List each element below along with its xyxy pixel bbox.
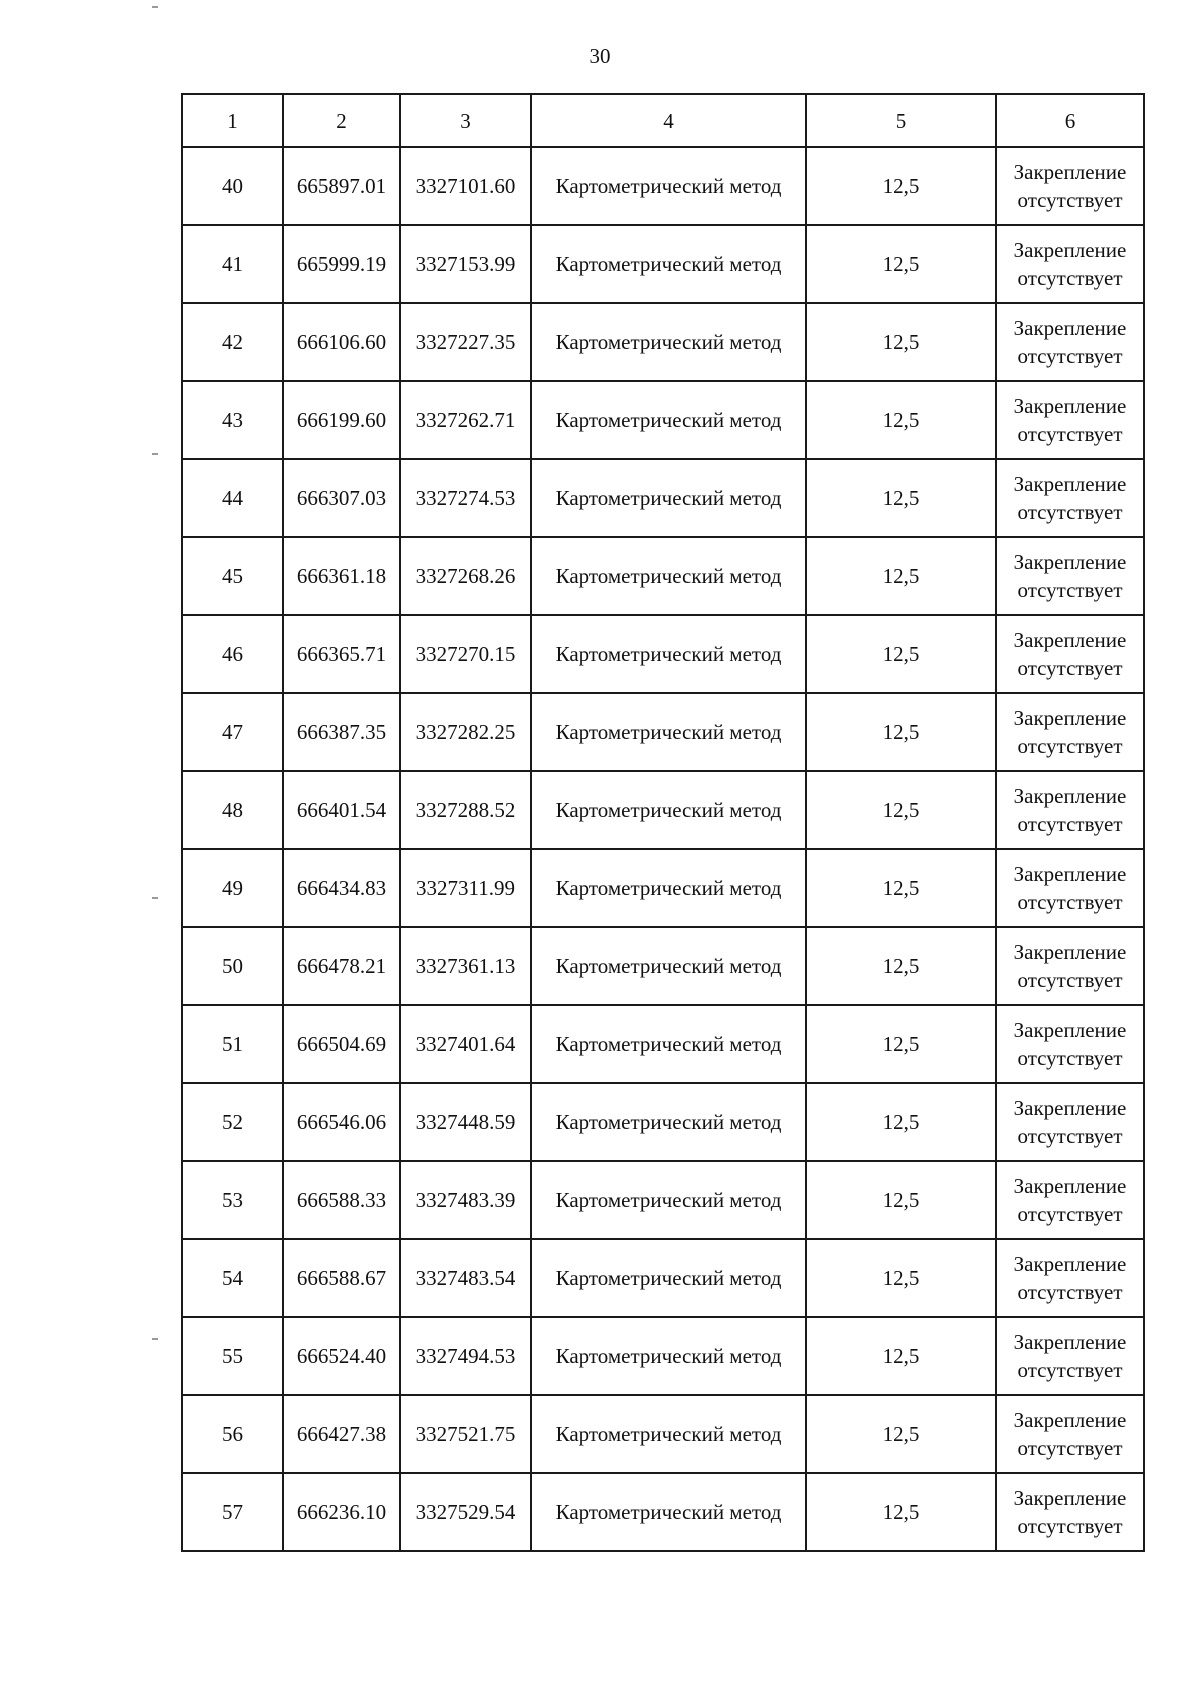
- coordinate-y-cell: 3327401.64: [400, 1005, 531, 1083]
- method-cell: Картометрический метод: [531, 303, 806, 381]
- table-body: [182, 147, 1144, 1551]
- method-cell: Картометрический метод: [531, 537, 806, 615]
- point-number-cell: 52: [182, 1083, 283, 1161]
- coordinate-y-cell: 3327521.75: [400, 1395, 531, 1473]
- method-cell: Картометрический метод: [531, 927, 806, 1005]
- accuracy-cell: 12,5: [806, 381, 996, 459]
- coordinate-x-cell: 666401.54: [283, 771, 400, 849]
- coordinate-y-cell: 3327483.54: [400, 1239, 531, 1317]
- method-cell: Картометрический метод: [531, 1161, 806, 1239]
- fixation-cell: Закрепление отсутствует: [996, 1473, 1144, 1551]
- point-number-cell: 56: [182, 1395, 283, 1473]
- coordinate-x-cell: 666427.38: [283, 1395, 400, 1473]
- fixation-cell: Закрепление отсутствует: [996, 693, 1144, 771]
- coordinate-y-cell: 3327153.99: [400, 225, 531, 303]
- coordinate-x-cell: 666588.67: [283, 1239, 400, 1317]
- coordinate-y-cell: 3327274.53: [400, 459, 531, 537]
- accuracy-cell: 12,5: [806, 537, 996, 615]
- fixation-cell: Закрепление отсутствует: [996, 1083, 1144, 1161]
- header-cell: 5: [806, 94, 996, 147]
- table-row: [182, 1317, 1144, 1395]
- method-cell: Картометрический метод: [531, 693, 806, 771]
- table-row: [182, 537, 1144, 615]
- coordinate-x-cell: 666106.60: [283, 303, 400, 381]
- coordinate-y-cell: 3327361.13: [400, 927, 531, 1005]
- fixation-cell: Закрепление отсутствует: [996, 927, 1144, 1005]
- coordinate-y-cell: 3327282.25: [400, 693, 531, 771]
- table-row: [182, 303, 1144, 381]
- coordinates-table: [181, 93, 1145, 1552]
- accuracy-cell: 12,5: [806, 927, 996, 1005]
- header-cell: 4: [531, 94, 806, 147]
- scan-mark: [152, 6, 158, 8]
- fixation-cell: Закрепление отсутствует: [996, 147, 1144, 225]
- coordinate-x-cell: 665999.19: [283, 225, 400, 303]
- coordinate-x-cell: 666478.21: [283, 927, 400, 1005]
- point-number-cell: 41: [182, 225, 283, 303]
- coordinate-y-cell: 3327268.26: [400, 537, 531, 615]
- fixation-cell: Закрепление отсутствует: [996, 1317, 1144, 1395]
- point-number-cell: 53: [182, 1161, 283, 1239]
- fixation-cell: Закрепление отсутствует: [996, 303, 1144, 381]
- table-header-row: [182, 94, 1144, 147]
- coordinate-x-cell: 666307.03: [283, 459, 400, 537]
- header-cell: 2: [283, 94, 400, 147]
- accuracy-cell: 12,5: [806, 615, 996, 693]
- point-number-cell: 46: [182, 615, 283, 693]
- table-row: [182, 1473, 1144, 1551]
- point-number-cell: 42: [182, 303, 283, 381]
- table-row: [182, 849, 1144, 927]
- accuracy-cell: 12,5: [806, 1005, 996, 1083]
- table-row: [182, 1161, 1144, 1239]
- accuracy-cell: 12,5: [806, 1083, 996, 1161]
- point-number-cell: 51: [182, 1005, 283, 1083]
- fixation-cell: Закрепление отсутствует: [996, 537, 1144, 615]
- fixation-cell: Закрепление отсутствует: [996, 615, 1144, 693]
- accuracy-cell: 12,5: [806, 771, 996, 849]
- point-number-cell: 47: [182, 693, 283, 771]
- method-cell: Картометрический метод: [531, 1317, 806, 1395]
- method-cell: Картометрический метод: [531, 1005, 806, 1083]
- accuracy-cell: 12,5: [806, 303, 996, 381]
- point-number-cell: 57: [182, 1473, 283, 1551]
- point-number-cell: 40: [182, 147, 283, 225]
- accuracy-cell: 12,5: [806, 1395, 996, 1473]
- coordinate-x-cell: 666524.40: [283, 1317, 400, 1395]
- fixation-cell: Закрепление отсутствует: [996, 771, 1144, 849]
- coordinate-y-cell: 3327448.59: [400, 1083, 531, 1161]
- coordinate-y-cell: 3327483.39: [400, 1161, 531, 1239]
- table-row: [182, 1005, 1144, 1083]
- accuracy-cell: 12,5: [806, 147, 996, 225]
- table-row: [182, 381, 1144, 459]
- fixation-cell: Закрепление отсутствует: [996, 1239, 1144, 1317]
- fixation-cell: Закрепление отсутствует: [996, 1395, 1144, 1473]
- accuracy-cell: 12,5: [806, 849, 996, 927]
- point-number-cell: 50: [182, 927, 283, 1005]
- point-number-cell: 48: [182, 771, 283, 849]
- point-number-cell: 44: [182, 459, 283, 537]
- accuracy-cell: 12,5: [806, 1317, 996, 1395]
- coordinate-y-cell: 3327288.52: [400, 771, 531, 849]
- coordinate-y-cell: 3327529.54: [400, 1473, 531, 1551]
- method-cell: Картометрический метод: [531, 1239, 806, 1317]
- page-number: 30: [589, 44, 611, 68]
- method-cell: Картометрический метод: [531, 771, 806, 849]
- point-number-cell: 43: [182, 381, 283, 459]
- coordinate-x-cell: 666588.33: [283, 1161, 400, 1239]
- coordinate-y-cell: 3327101.60: [400, 147, 531, 225]
- table-row: [182, 771, 1144, 849]
- point-number-cell: 49: [182, 849, 283, 927]
- coordinate-x-cell: 666546.06: [283, 1083, 400, 1161]
- table-row: [182, 1395, 1144, 1473]
- accuracy-cell: 12,5: [806, 1161, 996, 1239]
- method-cell: Картометрический метод: [531, 459, 806, 537]
- method-cell: Картометрический метод: [531, 615, 806, 693]
- accuracy-cell: 12,5: [806, 225, 996, 303]
- method-cell: Картометрический метод: [531, 381, 806, 459]
- coordinate-y-cell: 3327494.53: [400, 1317, 531, 1395]
- coordinate-x-cell: 666504.69: [283, 1005, 400, 1083]
- coordinate-y-cell: 3327270.15: [400, 615, 531, 693]
- point-number-cell: 45: [182, 537, 283, 615]
- scan-mark: [152, 897, 158, 899]
- method-cell: Картометрический метод: [531, 1083, 806, 1161]
- fixation-cell: Закрепление отсутствует: [996, 459, 1144, 537]
- method-cell: Картометрический метод: [531, 225, 806, 303]
- coordinate-x-cell: 666434.83: [283, 849, 400, 927]
- method-cell: Картометрический метод: [531, 147, 806, 225]
- table-row: [182, 927, 1144, 1005]
- header-cell: 3: [400, 94, 531, 147]
- table-row: [182, 615, 1144, 693]
- coordinate-x-cell: 666236.10: [283, 1473, 400, 1551]
- table-row: [182, 693, 1144, 771]
- table-row: [182, 147, 1144, 225]
- coordinate-x-cell: 666387.35: [283, 693, 400, 771]
- scan-mark: [152, 1338, 158, 1340]
- fixation-cell: Закрепление отсутствует: [996, 381, 1144, 459]
- fixation-cell: Закрепление отсутствует: [996, 849, 1144, 927]
- header-cell: 6: [996, 94, 1144, 147]
- point-number-cell: 55: [182, 1317, 283, 1395]
- accuracy-cell: 12,5: [806, 459, 996, 537]
- accuracy-cell: 12,5: [806, 1239, 996, 1317]
- accuracy-cell: 12,5: [806, 1473, 996, 1551]
- coordinate-x-cell: 666199.60: [283, 381, 400, 459]
- coordinate-x-cell: 666361.18: [283, 537, 400, 615]
- fixation-cell: Закрепление отсутствует: [996, 1005, 1144, 1083]
- fixation-cell: Закрепление отсутствует: [996, 1161, 1144, 1239]
- accuracy-cell: 12,5: [806, 693, 996, 771]
- coordinate-y-cell: 3327311.99: [400, 849, 531, 927]
- table-row: [182, 225, 1144, 303]
- table-row: [182, 1239, 1144, 1317]
- coordinate-x-cell: 666365.71: [283, 615, 400, 693]
- point-number-cell: 54: [182, 1239, 283, 1317]
- method-cell: Картометрический метод: [531, 849, 806, 927]
- table-row: [182, 1083, 1144, 1161]
- method-cell: Картометрический метод: [531, 1473, 806, 1551]
- table-row: [182, 459, 1144, 537]
- coordinate-y-cell: 3327227.35: [400, 303, 531, 381]
- method-cell: Картометрический метод: [531, 1395, 806, 1473]
- fixation-cell: Закрепление отсутствует: [996, 225, 1144, 303]
- header-cell: 1: [182, 94, 283, 147]
- coordinate-x-cell: 665897.01: [283, 147, 400, 225]
- scan-mark: [152, 453, 158, 455]
- coordinate-y-cell: 3327262.71: [400, 381, 531, 459]
